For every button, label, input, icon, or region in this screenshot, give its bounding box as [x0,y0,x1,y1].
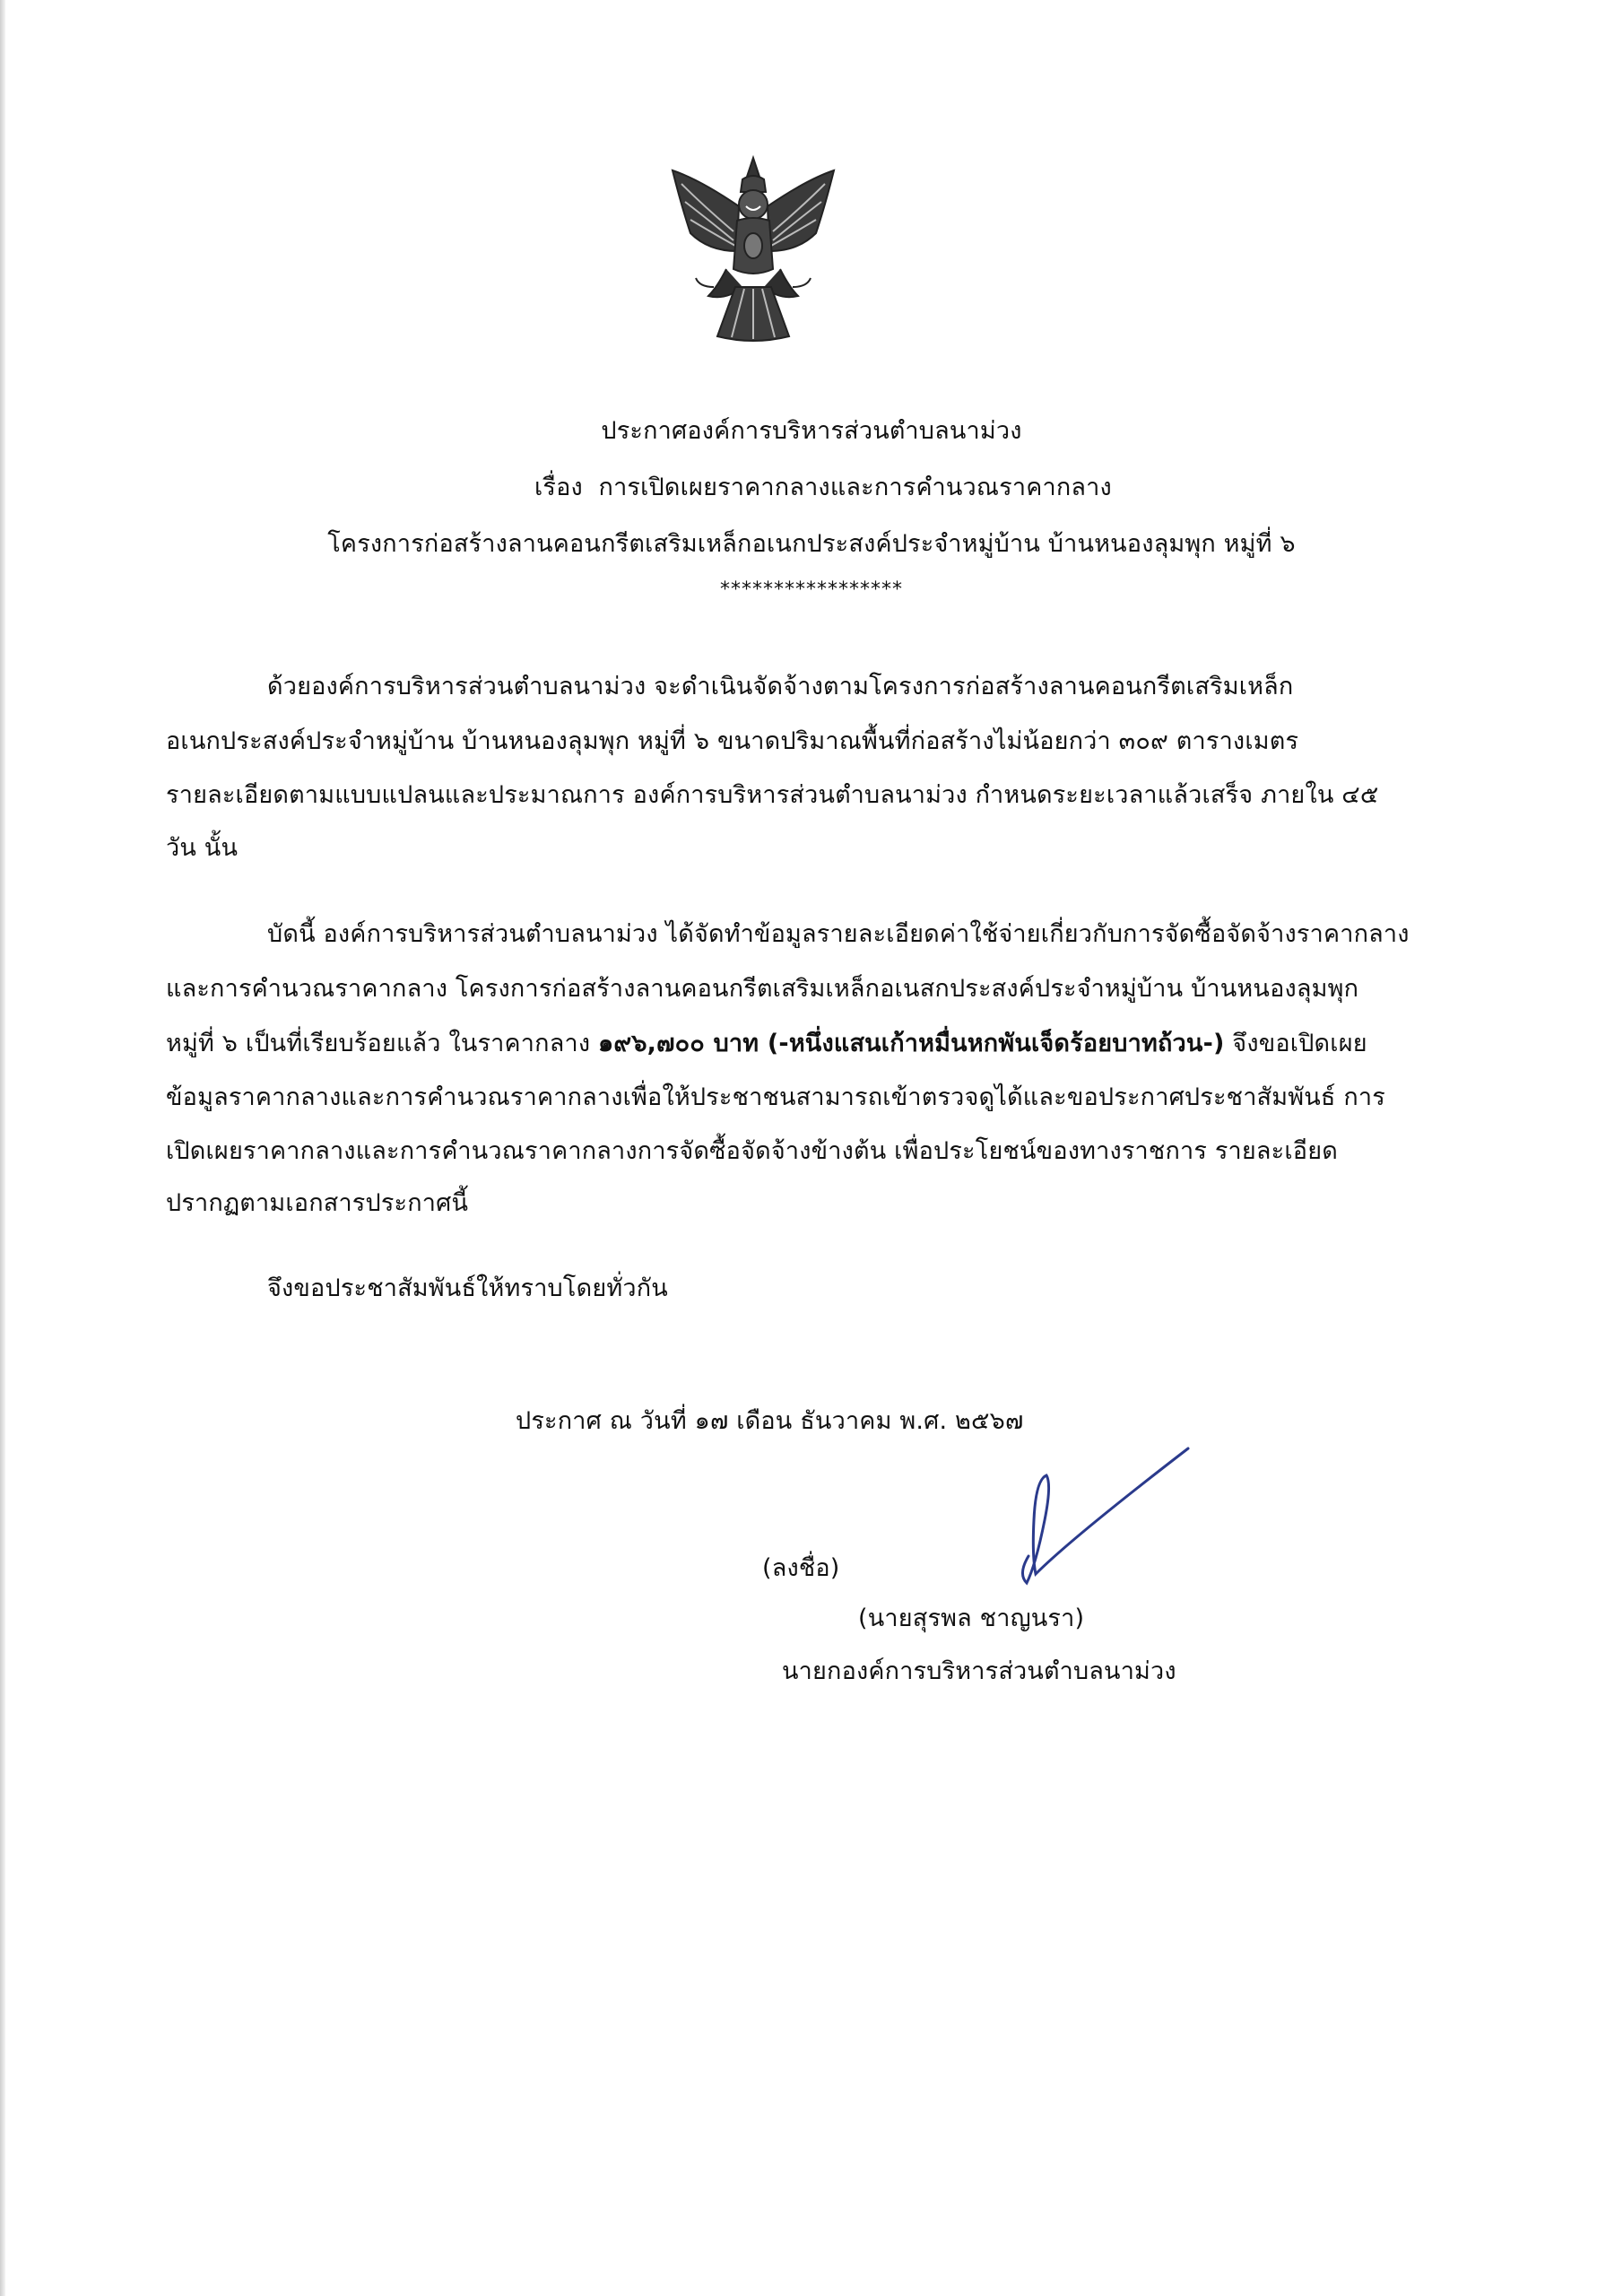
p2-line-6: ปรากฏตามเอกสารประกาศนี้ [166,1189,469,1217]
p1-line-1: ด้วยองค์การบริหารส่วนตำบลนาม่วง จะดำเนินจัดจ้างตามโครงการก่อสร้างลานคอนกรีตเสริมเหล็ก [267,673,1294,700]
announcement-date: ประกาศ ณ วันที่ ๑๗ เดือน ธันวาคม พ.ศ. ๒๕๖๗ [516,1407,1024,1435]
subject-label: เรื่อง [534,474,583,501]
p1-line-3: รายละเอียดตามแบบแปลนและประมาณการ องค์การบริหารส่วนตำบลนาม่วง กำหนดระยะเวลาแล้วเสร็จ ภายใน ๔๕ [166,781,1379,809]
subject-text: การเปิดเผยราคากลางและการคำนวณราคากลาง [598,474,1112,501]
subject-line [534,472,1112,504]
p2-line-3-suffix: จึงขอเปิดเผย [1224,1030,1367,1057]
announcement-title: ประกาศองค์การบริหารส่วนตำบลนาม่วง [601,417,1022,445]
signer-name: (นายสุรพล ชาญนรา) [858,1605,1085,1632]
p1-line-2: อเนกประสงค์ประจำหมู่บ้าน บ้านหนองลุมพุก หมู่ที่ ๖ ขนาดปริมาณพื้นที่ก่อสร้างไม่น้อยกว่า ๓๐๙ ตารางเมตร [166,727,1299,755]
p2-line-3 [166,1028,1367,1060]
closing-line: จึงขอประชาสัมพันธ์ให้ทราบโดยทั่วกัน [267,1274,668,1302]
p2-line-3-prefix: หมู่ที่ ๖ เป็นที่เรียบร้อยแล้ว ในราคากลาง [166,1030,598,1057]
p2-line-2: และการคำนวณราคากลาง โครงการก่อสร้างลานคอนกรีตเสริมเหล็กอเนสกประสงค์ประจำหมู่บ้าน บ้านหนองลุมพุก [166,975,1359,1003]
sign-label: (ลงชื่อ) [762,1554,840,1582]
p2-line-5: เปิดเผยราคากลางและการคำนวณราคากลางการจัดซื้อจัดจ้างข้างต้น เพื่อประโยชน์ของทางราชการ รายละเอียด [166,1137,1338,1165]
handwritten-signature [964,1431,1197,1592]
scan-edge [0,0,5,2296]
garuda-emblem-icon [664,152,843,350]
separator: ***************** [720,578,903,601]
median-price: ๑๙๖,๗๐๐ บาท (-หนึ่งแสนเก้าหมื่นหกพันเจ็ดร้อยบาทถ้วน-) [598,1030,1225,1057]
p1-line-4: วัน นั้น [166,834,239,862]
p2-line-4: ข้อมูลราคากลางและการคำนวณราคากลางเพื่อให้ประชาชนสามารถเข้าตรวจดูได้และขอประกาศประชาสัมพันธ์ การ [166,1083,1385,1111]
p2-line-1: บัดนี้ องค์การบริหารส่วนตำบลนาม่วง ได้จัดทำข้อมูลรายละเอียดค่าใช้จ่ายเกี่ยวกับการจัดซื้อจัดจ้างราคากลาง [267,920,1410,948]
signer-position: นายกองค์การบริหารส่วนตำบลนาม่วง [782,1657,1176,1685]
project-title: โครงการก่อสร้างลานคอนกรีตเสริมเหล็กอเนกประสงค์ประจำหมู่บ้าน บ้านหนองลุมพุก หมู่ที่ ๖ [327,530,1296,558]
